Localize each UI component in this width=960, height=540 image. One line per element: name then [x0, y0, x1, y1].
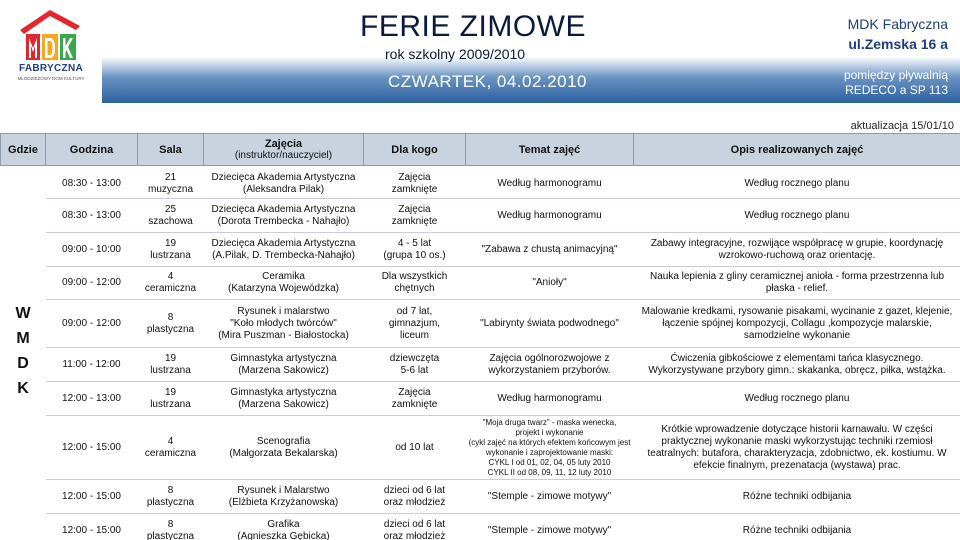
- row-class: Gimnastyka artystyczna (Marzena Sakowicz): [204, 348, 364, 382]
- row-time: 11:00 - 12:00: [46, 348, 138, 382]
- row-time: 09:00 - 10:00: [46, 233, 138, 267]
- table-row: [1, 416, 960, 480]
- row-time: 08:30 - 13:00: [46, 199, 138, 233]
- table-row: [1, 267, 960, 300]
- row-description: Według rocznego planu: [634, 382, 960, 416]
- mdk-logo: [0, 0, 102, 103]
- col-class: [204, 134, 364, 166]
- row-class: Grafika (Agnieszka Gębicka): [204, 514, 364, 540]
- row-class: Rysunek i Malarstwo (Elżbieta Krzyżanowska): [204, 480, 364, 514]
- col-class-label: Zajęcia: [264, 137, 303, 150]
- venue-name: MDK Fabryczna: [847, 16, 948, 32]
- row-description: Malowanie kredkami, rysowanie pisakami, wycinanie z gazet, klejenie, łączenie spójnej kompozycji, Collagu ,kompozycje malarskie, samodzielne wykonanie: [634, 300, 960, 348]
- col-time: Godzina: [46, 134, 138, 166]
- row-description: Według rocznego planu: [634, 199, 960, 233]
- row-description: Krótkie wprowadzenie dotyczące historii karnawału. W części praktycznej wykonanie maski wykorzystując techniki rzemiosł teatralnych: butafora, charakteryzacja, zdobnictwo, ek. kostiumu. W efekcie finalnym, prezenatacja (wystawa) prac.: [634, 416, 960, 480]
- col-description: Opis realizowanych zajęć: [634, 134, 960, 166]
- row-topic: Według harmonogramu: [466, 382, 634, 416]
- row-for-whom: dziewczęta 5-6 lat: [364, 348, 466, 382]
- row-time: 12:00 - 15:00: [46, 416, 138, 480]
- table-row: [1, 382, 960, 416]
- col-for-whom: Dla kogo: [364, 134, 466, 166]
- update-date: aktualizacja 15/01/10: [850, 120, 954, 132]
- table-row: [1, 199, 960, 233]
- row-time: 12:00 - 13:00: [46, 382, 138, 416]
- row-description: Nauka lepienia z gliny ceramicznej anioła - forma przestrzenna lub płaska - relief.: [634, 267, 960, 300]
- row-room: 8 plastyczna: [138, 480, 204, 514]
- venue-location-line1: pomiędzy pływalnią: [843, 68, 948, 82]
- row-time: 09:00 - 12:00: [46, 267, 138, 300]
- row-room: 21 muzyczna: [138, 171, 204, 199]
- table-header: [1, 134, 960, 166]
- table-row: [1, 171, 960, 199]
- where-letter: M: [16, 329, 30, 347]
- row-description: Ćwiczenia gibkościowe z elementami tańca klasycznego. Wykorzystywane przybory gimn.: skakanka, obręcz, piłka, wstążka.: [634, 348, 960, 382]
- where-label: [1, 171, 46, 540]
- row-time: 12:00 - 15:00: [46, 514, 138, 540]
- schedule-table: [0, 133, 960, 540]
- row-class: Ceramika (Katarzyna Wojewódzka): [204, 267, 364, 300]
- day-date: CZWARTEK, 04.02.2010: [388, 72, 587, 91]
- row-topic: Zajęcia ogólnorozwojowe z wykorzystaniem przyborów.: [466, 348, 634, 382]
- row-for-whom: Dla wszystkich chętnych: [364, 267, 466, 300]
- row-room: 19 lustrzana: [138, 348, 204, 382]
- table-row: [1, 480, 960, 514]
- table-row: [1, 300, 960, 348]
- row-for-whom: dzieci od 6 lat oraz młodzież: [364, 480, 466, 514]
- row-description: Różne techniki odbijania: [634, 480, 960, 514]
- mdk-logo-icon: [16, 6, 86, 64]
- logo-name: FABRYCZNA: [19, 63, 83, 74]
- row-room: 25 szachowa: [138, 199, 204, 233]
- col-room: Sala: [138, 134, 204, 166]
- venue-address: ul.Zemska 16 a: [848, 36, 948, 52]
- row-topic: "Stemple - zimowe motywy": [466, 514, 634, 540]
- venue-block: [848, 16, 948, 52]
- page-title: FERIE ZIMOWE: [360, 10, 586, 43]
- row-for-whom: Zajęcia zamknięte: [364, 382, 466, 416]
- school-year: rok szkolny 2009/2010: [385, 46, 526, 62]
- row-time: 09:00 - 12:00: [46, 300, 138, 348]
- row-topic: "Anioły": [466, 267, 634, 300]
- row-class: Rysunek i malarstwo "Koło młodych twórców" (Mira Puszman - Białostocka): [204, 300, 364, 348]
- venue-location-line2: REDECO a SP 113: [845, 83, 948, 97]
- row-room: 4 ceramiczna: [138, 267, 204, 300]
- row-class: Dziecięca Akademia Artystyczna (Dorota Trembecka - Nahajło): [204, 199, 364, 233]
- row-for-whom: 4 - 5 lat (grupa 10 os.): [364, 233, 466, 267]
- row-for-whom: Zajęcia zamknięte: [364, 171, 466, 199]
- venue-location: [844, 68, 948, 98]
- logo-subtitle: MŁODZIEŻOWY DOM KULTURY: [17, 76, 85, 81]
- col-where: Gdzie: [1, 134, 46, 166]
- where-letter: W: [15, 304, 31, 322]
- where-letter: D: [17, 354, 29, 372]
- row-room: 8 plastyczna: [138, 300, 204, 348]
- row-description: Zabawy integracyjne, rozwijące współpracę w grupie, koordynację wzrokowo-ruchową oraz orientację.: [634, 233, 960, 267]
- table-row: [1, 514, 960, 540]
- row-time: 08:30 - 13:00: [46, 171, 138, 199]
- row-description: Różne techniki odbijania: [634, 514, 960, 540]
- row-room: 19 lustrzana: [138, 233, 204, 267]
- row-class: Scenografia (Małgorzata Bekalarska): [204, 416, 364, 480]
- col-class-sub: (instruktor/nauczyciel): [234, 149, 333, 161]
- row-class: Gimnastyka artystyczna (Marzena Sakowicz): [204, 382, 364, 416]
- row-room: 19 lustrzana: [138, 382, 204, 416]
- table-row: [1, 348, 960, 382]
- row-class: Dziecięca Akademia Artystyczna (Aleksandra Pilak): [204, 171, 364, 199]
- header: [0, 0, 960, 103]
- row-for-whom: Zajęcia zamknięte: [364, 199, 466, 233]
- col-topic: Temat zajęć: [466, 134, 634, 166]
- row-for-whom: dzieci od 6 lat oraz młodzież: [364, 514, 466, 540]
- row-for-whom: od 7 lat, gimnazjum, liceum: [364, 300, 466, 348]
- row-room: 4 ceramiczna: [138, 416, 204, 480]
- where-letter: K: [17, 379, 29, 397]
- row-topic: "Stemple - zimowe motywy": [466, 480, 634, 514]
- row-topic: "Moja druga twarz" - maska wenecka, projekt i wykonanie (cykl zajęć na których efektem końcowym jest wykonanie i zaprojektowanie maski: CYKL I od 01, 02, 04, 05 luty 2010 CYKL II od 08, 09, 11, 12 luty 2010: [466, 416, 634, 480]
- row-for-whom: od 10 lat: [364, 416, 466, 480]
- row-class: Dziecięca Akademia Artystyczna (A.Pilak, D. Trembecka-Nahajło): [204, 233, 364, 267]
- row-topic: Według harmonogramu: [466, 171, 634, 199]
- table-row: [1, 233, 960, 267]
- row-time: 12:00 - 15:00: [46, 480, 138, 514]
- row-description: Według rocznego planu: [634, 171, 960, 199]
- row-topic: "Zabawa z chustą animacyjną": [466, 233, 634, 267]
- row-room: 8 plastyczna: [138, 514, 204, 540]
- row-topic: Według harmonogramu: [466, 199, 634, 233]
- row-topic: "Labirynty świata podwodnego": [466, 300, 634, 348]
